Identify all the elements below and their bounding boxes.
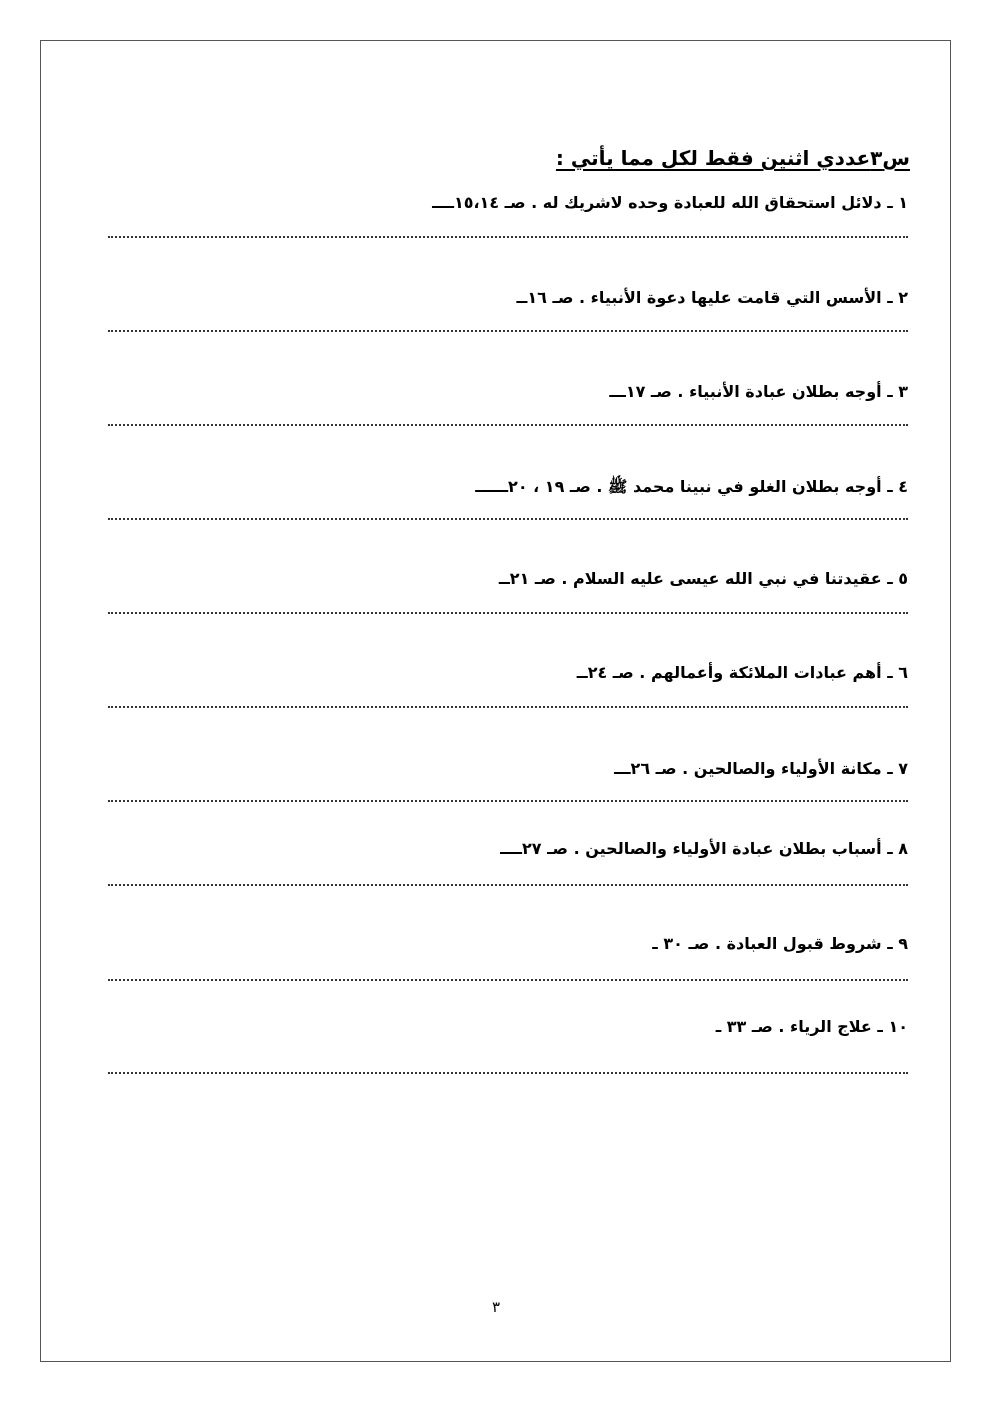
answer-line[interactable] <box>108 1072 908 1074</box>
item-text: ٦ ـ أهم عبادات الملائكة وأعمالهم . صـ ٢٤ــ <box>576 663 908 682</box>
item-text: ٨ ـ أسباب بطلان عبادة الأولياء والصالحين . صـ ٢٧ــــ <box>500 839 908 858</box>
question-item-5 <box>108 568 908 590</box>
item-text: ٣ ـ أوجه بطلان عبادة الأنبياء . صـ ١٧ـــ <box>609 382 908 401</box>
question-item-7 <box>108 758 908 780</box>
item-text: ٧ ـ مكانة الأولياء والصالحين . صـ ٢٦ـــ <box>614 759 908 778</box>
question-item-8 <box>108 838 908 860</box>
answer-line[interactable] <box>108 612 908 614</box>
item-text: ١ ـ دلائل استحقاق الله للعبادة وحده لاشريك له . صـ ١٥،١٤ــــ <box>432 193 908 212</box>
question-item-2 <box>108 287 908 309</box>
question-item-6 <box>108 662 908 684</box>
item-text: ١٠ ـ علاج الرياء . صـ ٣٣ ـ <box>715 1017 908 1036</box>
item-text: ٢ ـ الأسس التي قامت عليها دعوة الأنبياء . صـ ١٦ــ <box>516 288 908 307</box>
answer-line[interactable] <box>108 706 908 708</box>
page-frame <box>40 40 951 1362</box>
question-heading: س٣عددي اثنين فقط لكل مما يأتي : <box>555 146 910 170</box>
answer-line[interactable] <box>108 236 908 238</box>
question-item-10 <box>108 1016 908 1038</box>
answer-line[interactable] <box>108 424 908 426</box>
answer-line[interactable] <box>108 518 908 520</box>
item-text: ٥ ـ عقيدتنا في نبي الله عيسى عليه السلام . صـ ٢١ــ <box>498 569 908 588</box>
item-text: ٤ ـ أوجه بطلان الغلو في نبينا محمد ﷺ . صـ ١٩ ، ٢٠ــــــ <box>475 477 908 496</box>
question-item-4 <box>108 476 908 498</box>
answer-line[interactable] <box>108 884 908 886</box>
page-number: ٣ <box>491 1298 501 1316</box>
question-item-1 <box>108 192 908 214</box>
item-text: ٩ ـ شروط قبول العبادة . صـ ٣٠ ـ <box>652 934 908 953</box>
question-item-3 <box>108 381 908 403</box>
answer-line[interactable] <box>108 800 908 802</box>
answer-line[interactable] <box>108 979 908 981</box>
question-item-9 <box>108 933 908 955</box>
answer-line[interactable] <box>108 330 908 332</box>
